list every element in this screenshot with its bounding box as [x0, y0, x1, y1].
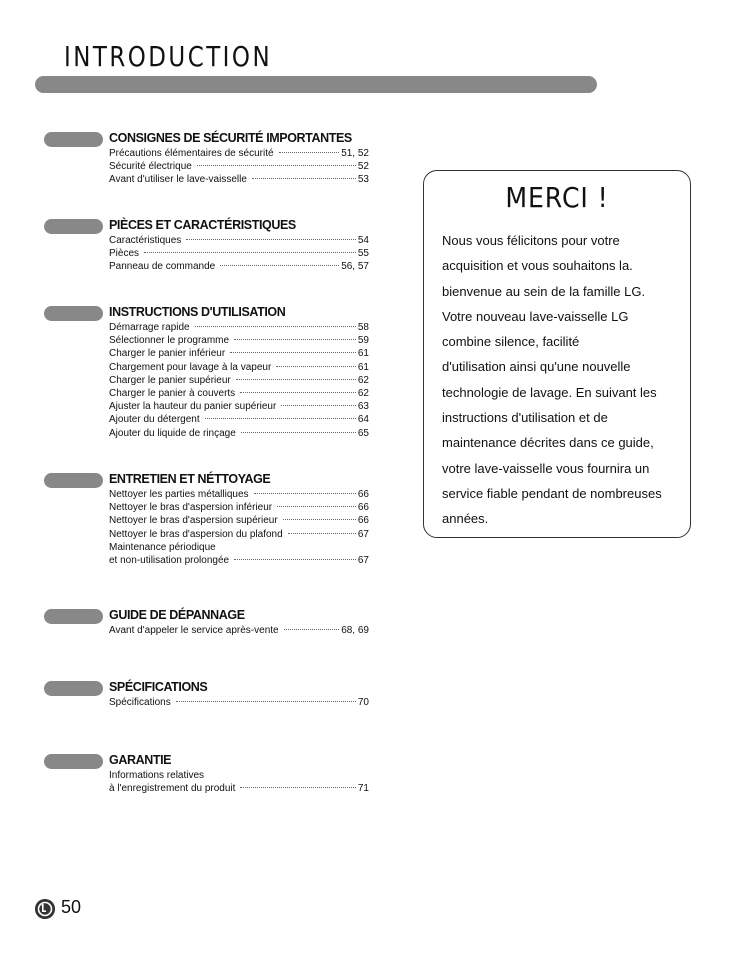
toc-entry-page: 66 [357, 502, 369, 514]
title-divider-bar [35, 76, 597, 93]
section-entries [109, 234, 369, 274]
lg-logo-icon [35, 899, 55, 919]
toc-entry [109, 696, 369, 709]
toc-entry-page: 66 [357, 489, 369, 500]
toc-entry-label: Caractéristiques [109, 235, 182, 246]
toc-entry [109, 769, 369, 782]
dotted-leader [283, 519, 356, 520]
toc-entry [109, 488, 369, 501]
merci-line: maintenance décrites dans ce guide, [442, 435, 654, 451]
section-title: PIÈCES ET CARACTÉRISTIQUES [109, 218, 296, 232]
dotted-leader [240, 392, 356, 393]
merci-line: instructions d'utilisation et de [442, 410, 608, 426]
section-marker-pill [44, 609, 103, 624]
toc-entry-page: 68, 69 [341, 625, 369, 636]
page-number: 50 [61, 897, 82, 917]
section-entries [109, 624, 369, 637]
merci-line: combine silence, facilité [442, 334, 580, 350]
merci-box [423, 170, 691, 538]
toc-entry-label: Maintenance périodique [109, 541, 216, 553]
toc-entry-label: Avant d'appeler le service après-vente [109, 625, 279, 636]
section-title: GARANTIE [109, 753, 172, 767]
dotted-leader [176, 701, 356, 702]
section-marker-pill [44, 754, 103, 769]
toc-entry-label: Ajouter du liquide de rinçage [109, 427, 236, 439]
toc-entry-label: à l'enregistrement du produit [109, 783, 236, 795]
dotted-leader [234, 559, 356, 560]
toc-entry [109, 387, 369, 400]
toc-entry-label: Charger le panier inférieur [109, 348, 226, 360]
toc-entry-page: 70 [357, 697, 369, 708]
toc-entry-label: Nettoyer le bras d'aspersion du plafond [109, 528, 283, 540]
toc-entry [109, 528, 369, 541]
section-marker-pill [44, 132, 103, 147]
dotted-leader [284, 629, 340, 630]
toc-entry [109, 361, 369, 374]
toc-entry [109, 501, 369, 514]
toc-entry-label: Ajuster la hauteur du panier supérieur [109, 401, 277, 413]
merci-line: acquisition et vous souhaitons la. [442, 258, 633, 274]
toc-entry-label: Avant d'utiliser le lave-vaisselle [109, 174, 247, 186]
toc-entry-page: 66 [357, 515, 369, 527]
toc-entry [109, 334, 369, 347]
toc-entry [109, 554, 369, 567]
section-marker-pill [44, 306, 103, 321]
section-title: INSTRUCTIONS D'UTILISATION [109, 305, 286, 319]
toc-entry-label: Nettoyer les parties métalliques [109, 489, 249, 500]
toc-entry-label: Panneau de commande [109, 261, 216, 273]
dotted-leader [254, 493, 356, 494]
section-title: GUIDE DE DÉPANNAGE [109, 608, 245, 622]
dotted-leader [240, 787, 355, 788]
dotted-leader [234, 339, 356, 340]
toc-entry [109, 173, 369, 186]
merci-line: service fiable pendant de nombreuses [442, 485, 662, 501]
toc-entry-label: Informations relatives [109, 770, 205, 781]
section-marker-pill [44, 219, 103, 234]
toc-entry-page: 52 [357, 161, 369, 173]
toc-entry-page: 62 [357, 387, 369, 399]
merci-line: d'utilisation ainsi qu'une nouvelle [442, 359, 631, 375]
toc-entry [109, 147, 369, 160]
toc-entry-label: Chargement pour lavage à la vapeur [109, 361, 272, 373]
toc-entry [109, 347, 369, 360]
dotted-leader [230, 352, 356, 353]
dotted-leader [205, 418, 356, 419]
toc-entry-label: Précautions élémentaires de sécurité [109, 148, 274, 159]
toc-entry-label: Sécurité électrique [109, 161, 192, 173]
section-entries [109, 147, 369, 187]
toc-entry-page: 53 [357, 174, 369, 186]
toc-entry [109, 624, 369, 637]
section-entries [109, 769, 369, 795]
toc-entry-page: 51, 52 [341, 148, 369, 159]
toc-entry [109, 247, 369, 260]
dotted-leader [241, 432, 356, 433]
merci-line: technologie de lavage. En suivant les [442, 384, 657, 400]
dotted-leader [197, 165, 356, 166]
dotted-leader [236, 379, 356, 380]
toc-entry-page: 54 [357, 235, 369, 246]
toc-entry-page: 67 [357, 528, 369, 540]
dotted-leader [277, 506, 356, 507]
toc-entry-label: Spécifications [109, 697, 171, 708]
section-entries [109, 488, 369, 567]
merci-line: votre lave-vaisselle vous fournira un [442, 460, 650, 476]
toc-entry [109, 427, 369, 440]
section-marker-pill [44, 681, 103, 696]
section-entries [109, 696, 369, 709]
dotted-leader [279, 152, 340, 153]
toc-entry-label: Ajouter du détergent [109, 414, 200, 426]
toc-entry-label: Pièces [109, 248, 140, 260]
toc-entry [109, 413, 369, 426]
section-marker-pill [44, 473, 103, 488]
toc-entry-page: 61 [357, 361, 369, 373]
section-title: ENTRETIEN ET NÉTTOYAGE [109, 472, 271, 486]
merci-line: Votre nouveau lave-vaisselle LG [442, 308, 629, 324]
toc-entry [109, 160, 369, 173]
toc-entry-page: 55 [357, 248, 369, 260]
dotted-leader [186, 239, 356, 240]
toc-entry-page: 59 [357, 335, 369, 347]
toc-entry-page: 63 [357, 401, 369, 413]
dotted-leader [288, 533, 356, 534]
toc-entry [109, 541, 369, 554]
merci-line: Nous vous félicitons pour votre [442, 233, 620, 248]
dotted-leader [252, 178, 356, 179]
merci-line: bienvenue au sein de la famille LG. [442, 283, 646, 299]
toc-entry-page: 67 [357, 554, 369, 566]
toc-entry-label: Nettoyer le bras d'aspersion supérieur [109, 515, 278, 527]
toc-entry-page: 56, 57 [341, 261, 369, 273]
toc-entry-label: Charger le panier supérieur [109, 374, 231, 386]
toc-entry [109, 234, 369, 247]
merci-text [442, 228, 682, 532]
section-entries [109, 321, 369, 440]
page-title: INTRODUCTION [64, 40, 273, 73]
dotted-leader [195, 326, 356, 327]
toc-entry-page: 61 [357, 348, 369, 360]
toc-entry-label: Démarrage rapide [109, 322, 190, 333]
dotted-leader [220, 265, 339, 266]
toc-entry [109, 782, 369, 795]
toc-entry-page: 65 [357, 427, 369, 439]
toc-entry-page: 64 [357, 414, 369, 426]
toc-entry-label: Sélectionner le programme [109, 335, 230, 347]
toc-entry-label: Nettoyer le bras d'aspersion inférieur [109, 502, 273, 514]
toc-entry [109, 400, 369, 413]
toc-entry-label: Charger le panier à couverts [109, 387, 236, 399]
section-title: CONSIGNES DE SÉCURITÉ IMPORTANTES [109, 131, 352, 145]
toc-entry-page: 71 [357, 783, 369, 795]
dotted-leader [276, 366, 356, 367]
dotted-leader [281, 405, 356, 406]
toc-entry [109, 321, 369, 334]
toc-entry [109, 374, 369, 387]
toc-entry-page: 58 [357, 322, 369, 333]
dotted-leader [144, 252, 356, 253]
merci-title: MERCI ! [505, 181, 609, 214]
toc-entry-page: 62 [357, 374, 369, 386]
toc-entry [109, 260, 369, 273]
toc-entry-label: et non-utilisation prolongée [109, 554, 230, 566]
merci-line: années. [442, 511, 489, 527]
section-title: SPÉCIFICATIONS [109, 680, 208, 694]
toc-entry [109, 514, 369, 527]
